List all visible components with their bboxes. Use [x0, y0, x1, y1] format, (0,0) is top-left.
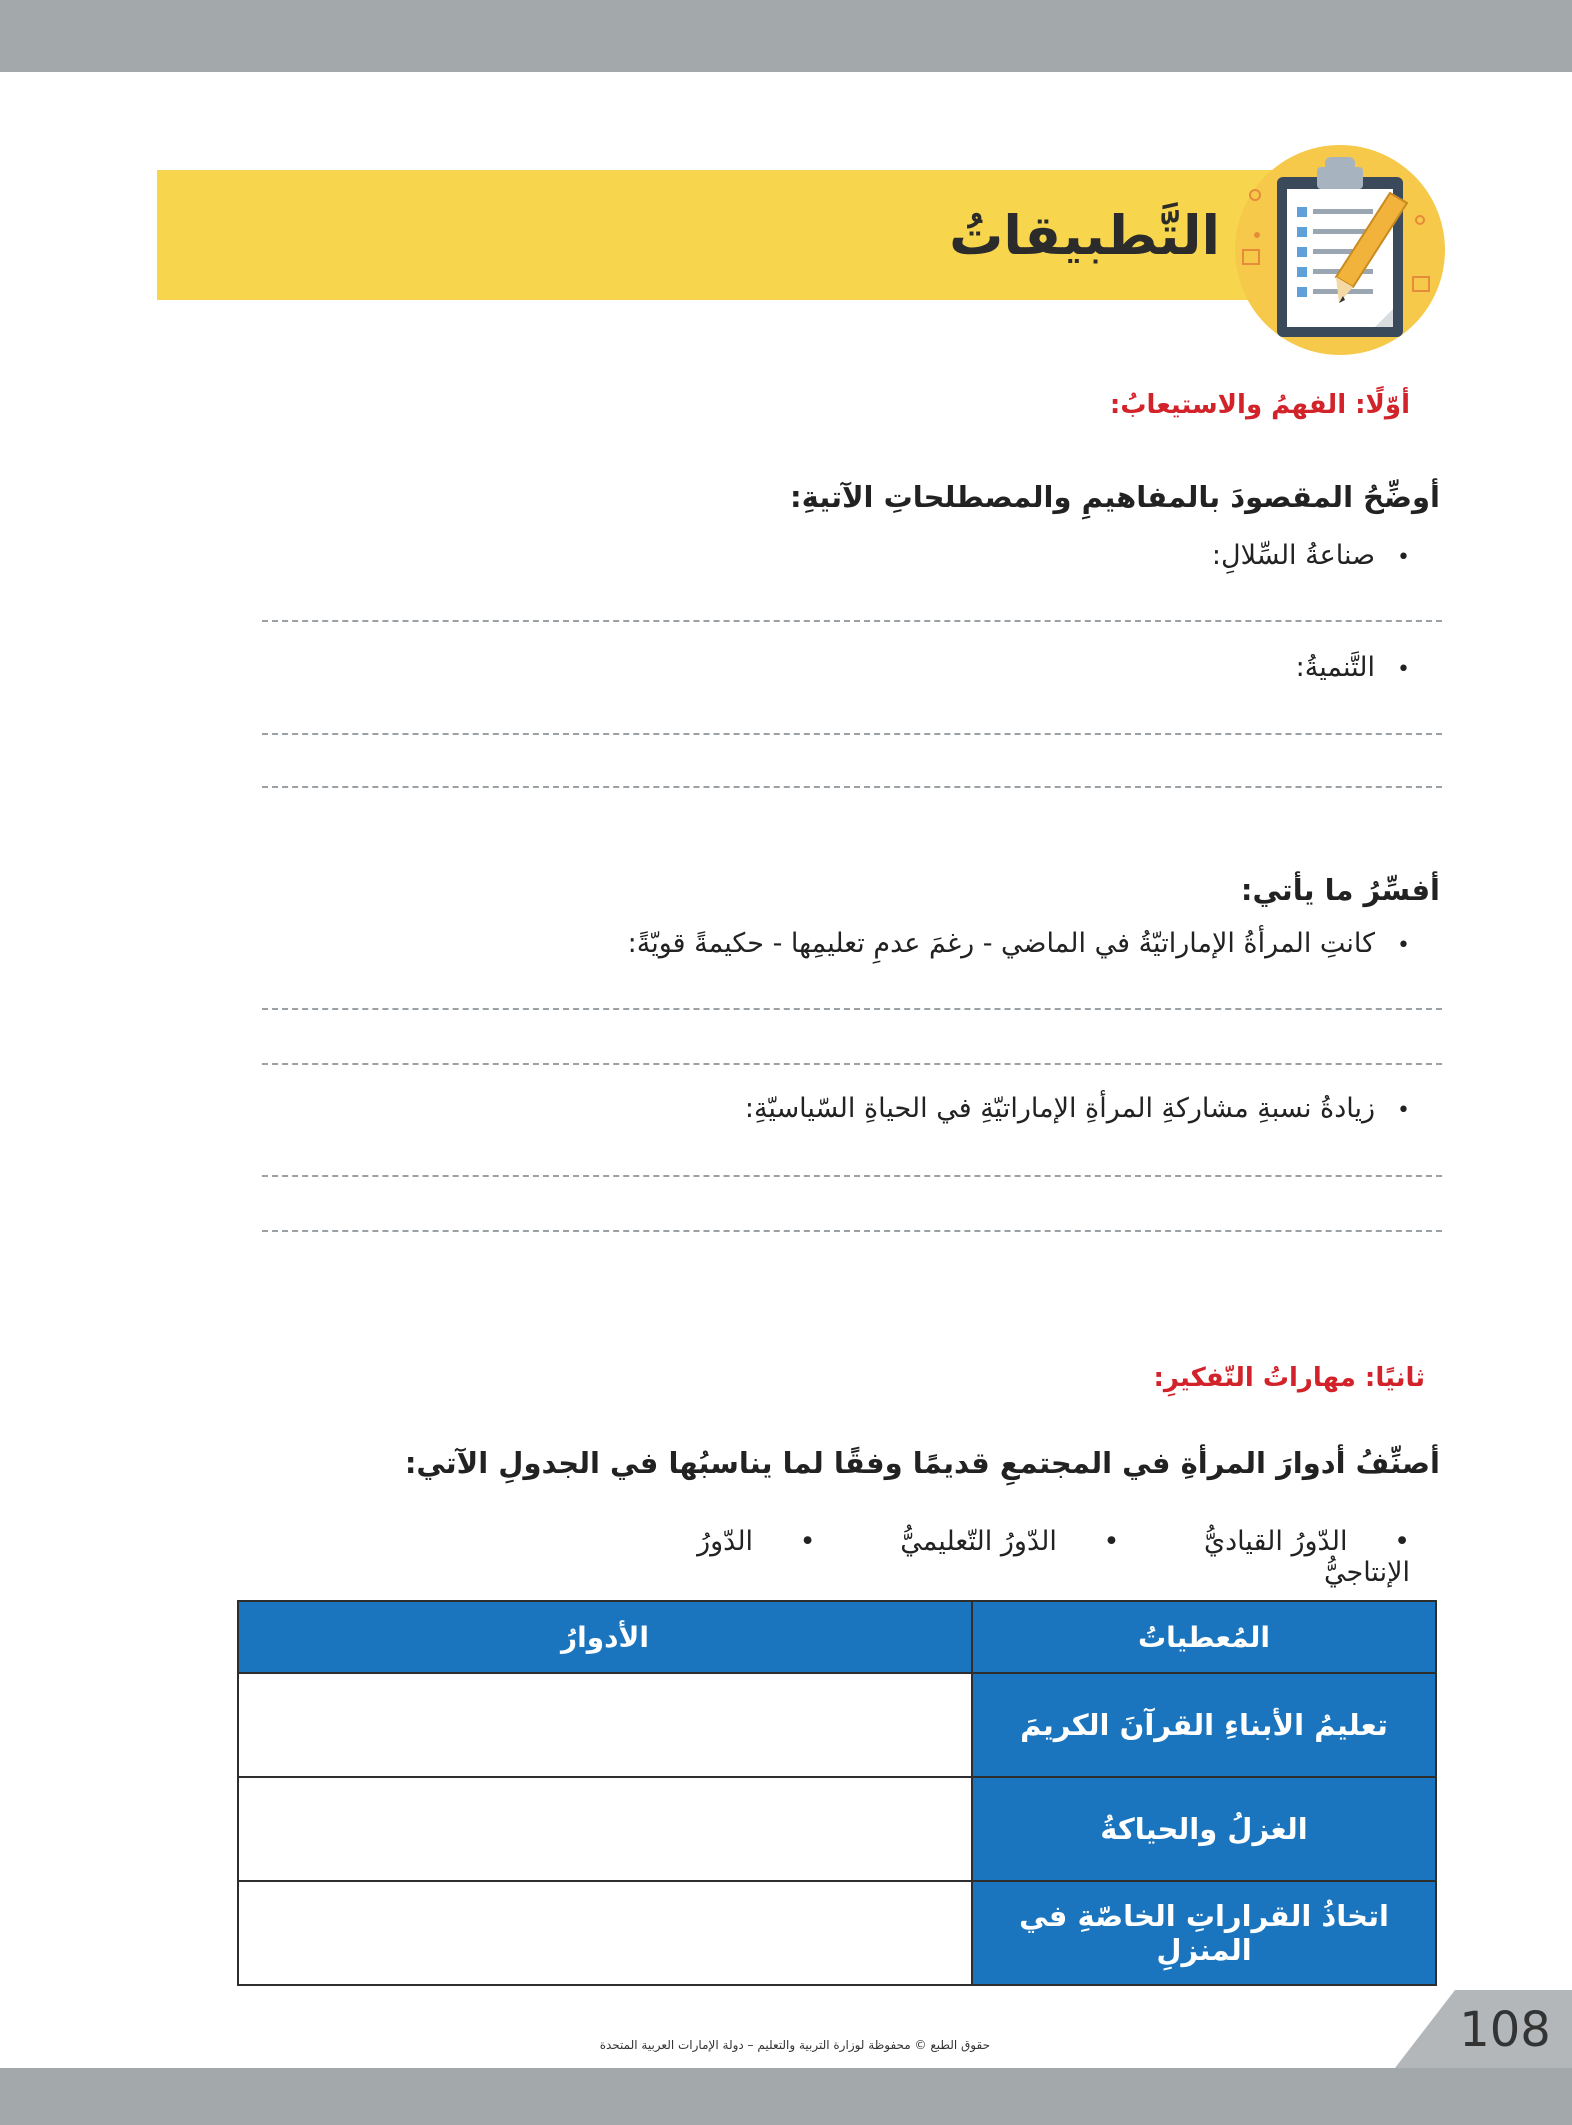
- given-cell: تعليمُ الأبناءِ القرآنَ الكريمَ: [972, 1673, 1436, 1777]
- bullet: •: [1397, 933, 1410, 958]
- table-row: [238, 1673, 1436, 1777]
- clipboard-icon: [1235, 145, 1445, 355]
- table-row: [238, 1777, 1436, 1881]
- page-title: التَّطبيقاتُ: [949, 204, 1220, 267]
- bullet: •: [1397, 1098, 1410, 1123]
- q2-item-1-text: كانتِ المرأةُ الإماراتيّةُ في الماضي - رغمَ عدمِ تعليمِها - حكيمةً قويّةً:: [627, 928, 1376, 959]
- role-item-leadership: • الدّورُ القياديُّ: [1203, 1526, 1410, 1557]
- page-number: 108: [1459, 2002, 1551, 2058]
- section1-heading: أوّلًا: الفهمُ والاستيعابُ:: [1109, 390, 1410, 420]
- answer-cell[interactable]: [238, 1881, 972, 1985]
- header-given: المُعطياتُ: [972, 1601, 1436, 1673]
- q1-item-1: [700, 540, 1410, 582]
- q2-item-2-text: زيادةُ نسبةِ مشاركةِ المرأةِ الإماراتيّةِ في الحياةِ السّياسيّةِ:: [744, 1093, 1376, 1124]
- answer-line: [262, 1008, 1442, 1010]
- roles-table: [237, 1600, 1437, 1986]
- given-cell: اتخاذُ القراراتِ الخاصّةِ في المنزلِ: [972, 1881, 1436, 1985]
- answer-line: [262, 1063, 1442, 1065]
- q1-item-1-text: صناعةُ السِّلالِ:: [1211, 540, 1376, 571]
- given-cell: الغزلُ والحياكةُ: [972, 1777, 1436, 1881]
- q3-prompt: أصنِّفُ أدوارَ المرأةِ في المجتمعِ قديمًا وفقًا لما يناسبُها في الجدولِ الآتي:: [404, 1446, 1440, 1480]
- q1-item-2-text: التَّنميةُ:: [1295, 652, 1376, 683]
- copyright-notice: حقوق الطبع © محفوظة لوزارة التربية والتعليم – دولة الإمارات العربية المتحدة: [599, 2038, 990, 2052]
- answer-cell[interactable]: [238, 1673, 972, 1777]
- answer-cell[interactable]: [238, 1777, 972, 1881]
- answer-line: [262, 1230, 1442, 1232]
- bottom-bar: [0, 2068, 1572, 2125]
- bullet: •: [1397, 545, 1410, 570]
- table-row: [238, 1881, 1436, 1985]
- q2-prompt: أفسِّرُ ما يأتي:: [1240, 873, 1440, 907]
- answer-line: [262, 733, 1442, 735]
- table-header-row: [238, 1601, 1436, 1673]
- q2-item-1: [440, 928, 1410, 970]
- role-item-production: • الدّورُ الإنتاجيُّ: [697, 1526, 1410, 1588]
- header-roles: الأدوارُ: [238, 1601, 972, 1673]
- bullet: •: [1397, 657, 1410, 682]
- section2-heading: ثانيًا: مهاراتُ التّفكيرِ:: [1153, 1363, 1425, 1393]
- role-item-education: • الدّورُ التّعليميُّ: [900, 1526, 1120, 1557]
- q1-prompt: أوضِّحُ المقصودَ بالمفاهيمِ والمصطلحاتِ الآتيةِ:: [790, 480, 1440, 514]
- answer-line: [262, 786, 1442, 788]
- bullet: •: [1394, 1526, 1410, 1557]
- answer-line: [262, 620, 1442, 622]
- bullet: •: [1103, 1526, 1120, 1557]
- q2-item-2: [500, 1093, 1410, 1135]
- q1-item-2: [700, 652, 1410, 694]
- answer-line: [262, 1175, 1442, 1177]
- bullet: •: [799, 1526, 816, 1557]
- roles-list: [540, 1526, 1410, 1588]
- top-bar: [0, 0, 1572, 72]
